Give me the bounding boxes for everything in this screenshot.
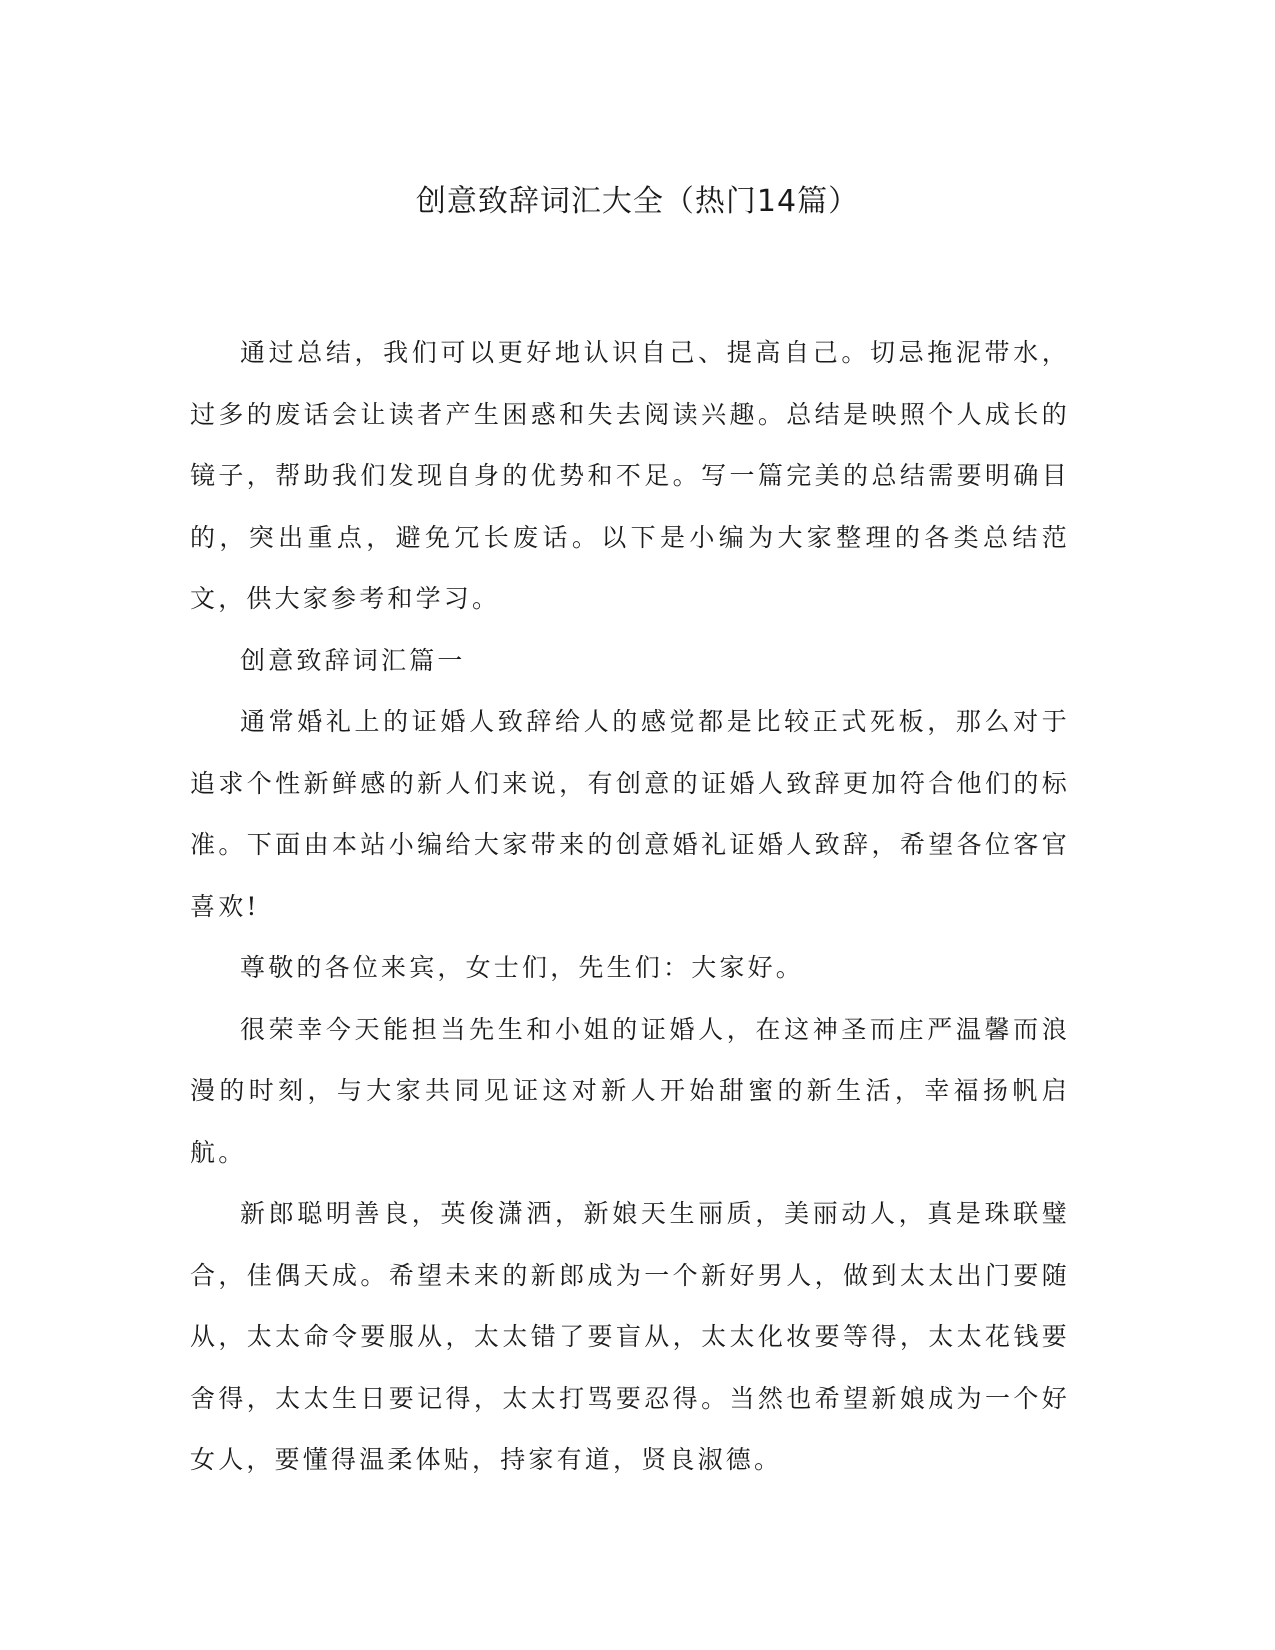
page-title: 创意致辞词汇大全（热门14篇） [415,184,860,219]
body-paragraph: 通常婚礼上的证婚人致辞给人的感觉都是比较正式死板，那么对于追求个性新鲜感的新人们来说，有创意的证婚人致辞更加符合他们的标准。下面由本站小编给大家带来的创意婚礼证婚人致辞，希望各位客官喜欢! [190,707,1070,921]
section-heading: 创意致辞词汇篇一 [240,645,466,675]
document-body [190,322,1070,1491]
body-paragraph: 新郎聪明善良，英俊潇洒，新娘天生丽质，美丽动人，真是珠联璧合，佳偶天成。希望未来的新郎成为一个新好男人，做到太太出门要随从，太太命令要服从，太太错了要盲从，太太化妆要等得，太太花钱要舍得，太太生日要记得，太太打骂要忍得。当然也希望新娘成为一个好女人，要懂得温柔体贴，持家有道，贤良淑德。 [190,1199,1070,1474]
greeting-paragraph: 尊敬的各位来宾，女士们，先生们：大家好。 [240,953,805,982]
body-paragraph: 很荣幸今天能担当先生和小姐的证婚人，在这神圣而庄严温馨而浪漫的时刻，与大家共同见证这对新人开始甜蜜的新生活，幸福扬帆启航。 [190,1014,1070,1167]
intro-paragraph: 通过总结，我们可以更好地认识自己、提高自己。切忌拖泥带水，过多的废话会让读者产生困惑和失去阅读兴趣。总结是映照个人成长的镜子，帮助我们发现自身的优势和不足。写一篇完美的总结需要明确目的，突出重点，避免冗长废话。以下是小编为大家整理的各类总结范文，供大家参考和学习。 [190,338,1070,613]
